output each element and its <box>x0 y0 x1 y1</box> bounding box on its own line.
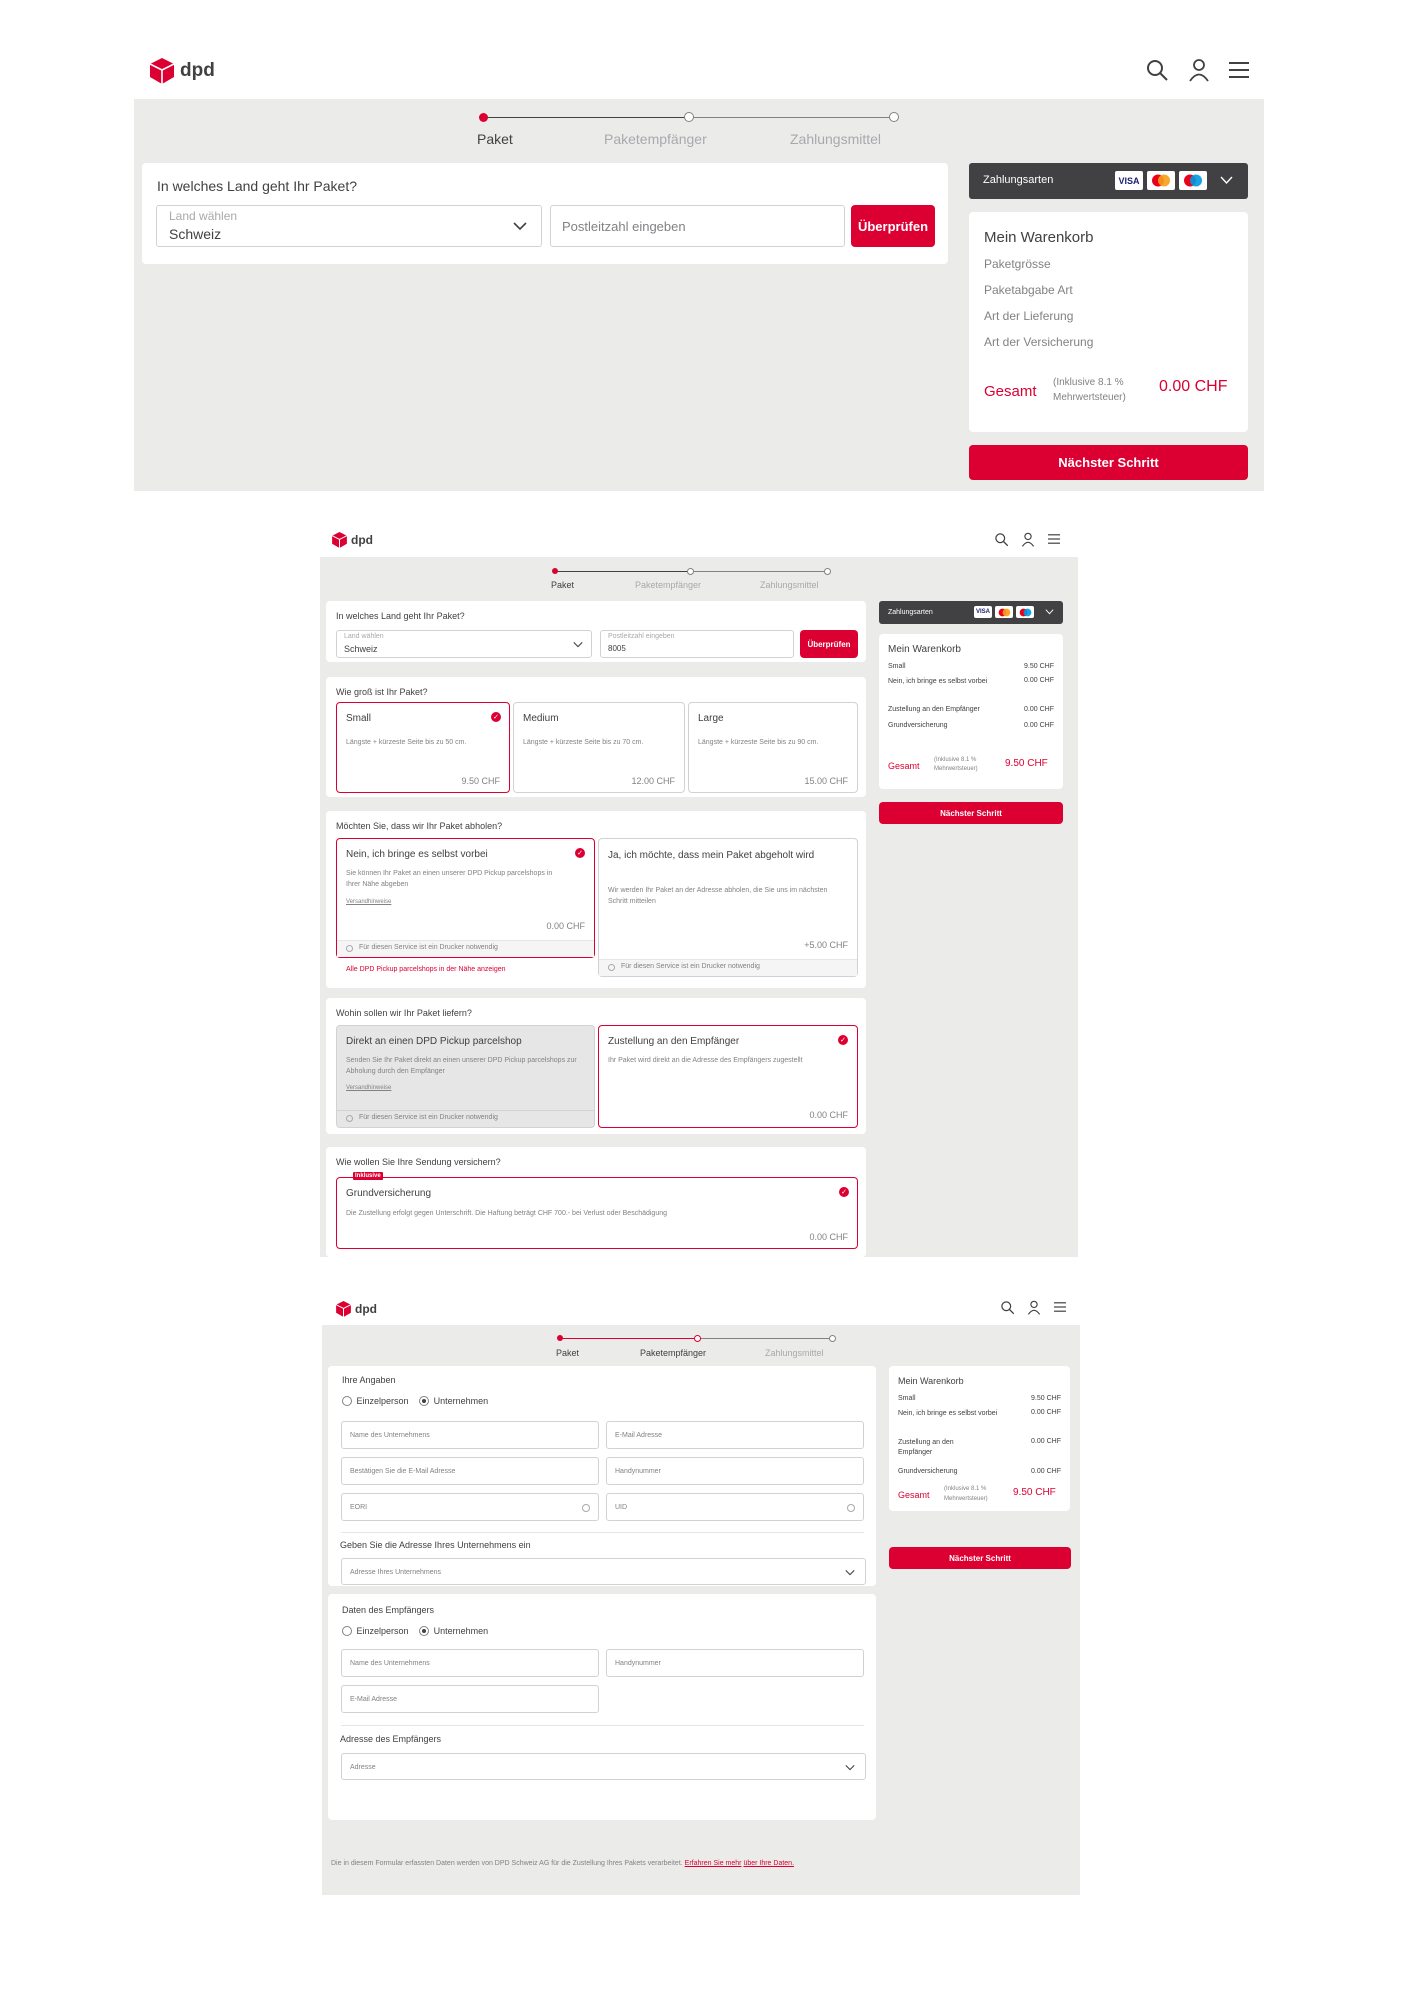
cart-row-value: 0.00 CHF <box>1031 1438 1061 1445</box>
delivery-opt-title: Zustellung an den Empfänger <box>608 1036 740 1047</box>
radio-company[interactable] <box>419 1626 429 1636</box>
mobile-input[interactable] <box>606 1457 864 1485</box>
pickup-opt-price: +5.00 CHF <box>804 940 848 950</box>
recipient-address-placeholder: Adresse <box>350 1764 376 1771</box>
recipient-address-select[interactable] <box>341 1753 866 1780</box>
cart-row-label: Nein, ich bringe es selbst vorbei <box>898 1410 998 1417</box>
cart-title: Mein Warenkorb <box>984 229 1094 246</box>
eori-placeholder: EORI <box>350 1504 368 1511</box>
total-note-2: Mehrwertsteuer) <box>1053 392 1126 403</box>
cart-line-insurance: Art der Versicherung <box>984 335 1094 349</box>
cart-card <box>879 634 1063 789</box>
company-name-input[interactable] <box>341 1421 599 1449</box>
country-card <box>326 601 866 662</box>
total-note-2: Mehrwertsteuer) <box>944 1496 988 1502</box>
info-icon <box>346 945 353 952</box>
step-dot-paket <box>557 1335 563 1341</box>
country-select-label: Land wählen <box>344 633 384 640</box>
cart-row-label: Small <box>898 1395 916 1402</box>
postal-label: Postleitzahl eingeben <box>608 633 675 640</box>
radio-company-label: Unternehmen <box>433 1395 489 1406</box>
size-name: Small <box>346 713 372 724</box>
screen-step-2 <box>0 1270 1414 1900</box>
cart-row-value: 9.50 CHF <box>1024 663 1054 670</box>
sender-type-radios <box>342 1395 488 1406</box>
cart-row-value: 0.00 CHF <box>1031 1468 1061 1475</box>
info-icon <box>608 964 615 971</box>
country-select-label: Land wählen <box>169 209 238 223</box>
cart-row-value: 0.00 CHF <box>1024 706 1054 713</box>
delivery-option-parcelshop[interactable] <box>336 1025 595 1128</box>
printer-note <box>337 1110 594 1127</box>
maestro-icon <box>1179 171 1207 190</box>
total-label: Gesamt <box>888 761 920 771</box>
uid-placeholder: UID <box>615 1504 628 1511</box>
privacy-note-text: Die in diesem Formular erfassten Daten werden von DPD Schweiz AG für die Zustellung Ihres Pakets verarbeitet. <box>331 1860 683 1867</box>
recipient-address-title: Adresse des Empfängers <box>340 1734 442 1744</box>
check-icon: ✓ <box>491 712 501 722</box>
recipient-email-placeholder: E-Mail Adresse <box>350 1696 398 1703</box>
chevron-down-icon <box>513 221 527 231</box>
confirm-email-placeholder: Bestätigen Sie die E-Mail Adresse <box>350 1468 456 1475</box>
stepper-line-done <box>560 1338 697 1339</box>
insurance-card <box>326 1147 866 1257</box>
step-dot-paket <box>552 568 558 574</box>
menu-icon[interactable] <box>1228 60 1250 80</box>
size-desc: Längste + kürzeste Seite bis zu 70 cm. <box>523 739 644 746</box>
company-address-select[interactable] <box>341 1558 866 1585</box>
postal-input[interactable] <box>550 205 845 247</box>
recipient-company-input[interactable] <box>341 1649 599 1677</box>
total-label: Gesamt <box>984 383 1037 400</box>
step-label-paket[interactable]: Paket <box>477 131 513 147</box>
pickup-opt-desc: Wir werden Ihr Paket an der Adresse abholen, die Sie uns im nächsten Schritt mitteilen <box>608 887 828 905</box>
recipient-type-radios <box>342 1625 488 1636</box>
payment-methods-label: Zahlungsarten <box>983 174 1054 186</box>
radio-private[interactable] <box>342 1396 352 1406</box>
check-icon: ✓ <box>575 848 585 858</box>
delivery-opt-desc: Senden Sie Ihr Paket direkt an einen unserer DPD Pickup parcelshops zur Abholung durch den Empfänger <box>346 1057 577 1075</box>
step-dot-payment <box>829 1335 836 1342</box>
delivery-opt-title: Direkt an einen DPD Pickup parcelshop <box>346 1036 522 1047</box>
delivery-title: Wohin sollen wir Ihr Paket liefern? <box>336 1008 472 1018</box>
recipient-company-placeholder: Name des Unternehmens <box>350 1660 430 1667</box>
dpd-cube-icon <box>150 58 174 84</box>
pickup-opt-title: Nein, ich bringe es selbst vorbei <box>346 849 488 860</box>
step-dot-payment <box>889 112 899 122</box>
mobile-placeholder: Handynummer <box>615 1468 661 1475</box>
chevron-down-icon <box>1045 609 1054 615</box>
cart-line-dropoff: Paketabgabe Art <box>984 283 1073 297</box>
insurance-price: 0.00 CHF <box>809 1232 848 1242</box>
insurance-title: Wie wollen Sie Ihre Sendung versichern? <box>336 1157 501 1167</box>
printer-note-text: Für diesen Service ist ein Drucker notwendig <box>621 963 760 970</box>
payment-methods-bar[interactable] <box>969 163 1248 199</box>
postal-value: 8005 <box>608 644 626 653</box>
uid-input[interactable] <box>606 1493 864 1521</box>
divider <box>341 1725 864 1726</box>
user-icon[interactable] <box>1188 58 1210 82</box>
total-value: 9.50 CHF <box>1005 758 1048 769</box>
delivery-option-recipient[interactable] <box>598 1025 858 1128</box>
cart-row <box>888 663 1054 670</box>
screen-step-1 <box>0 0 1414 500</box>
divider <box>341 1532 864 1533</box>
size-desc: Längste + kürzeste Seite bis zu 50 cm. <box>346 739 467 746</box>
pickup-opt-price: 0.00 CHF <box>546 921 585 931</box>
size-option-large[interactable] <box>688 702 858 793</box>
stepper-line-todo <box>689 117 894 118</box>
brand-name: dpd <box>355 1302 377 1316</box>
cart-card <box>969 212 1248 432</box>
next-step-button[interactable]: Nächster Schritt <box>879 802 1063 824</box>
maestro-icon <box>1016 606 1034 618</box>
pickup-opt-desc: Sie können Ihr Paket an einen unserer DPD Pickup parcelshops in Ihrer Nähe abgeben <box>346 870 553 888</box>
insurance-name: Grundversicherung <box>346 1188 432 1199</box>
dpd-logo[interactable] <box>150 58 215 84</box>
country-title: In welches Land geht Ihr Paket? <box>336 611 465 621</box>
check-icon: ✓ <box>839 1187 849 1197</box>
email-placeholder: E-Mail Adresse <box>615 1432 663 1439</box>
step-label-recipient: Paketempfänger <box>635 580 702 590</box>
radio-private-label: Einzelperson <box>356 1625 409 1636</box>
pickup-title: Möchten Sie, dass wir Ihr Paket abholen? <box>336 821 503 831</box>
chevron-down-icon <box>845 1764 855 1771</box>
mastercard-icon <box>1147 171 1175 190</box>
stepper-line-done <box>555 571 690 572</box>
cart-title: Mein Warenkorb <box>888 644 961 655</box>
step-label-paket[interactable]: Paket <box>551 580 575 590</box>
recipient-mobile-placeholder: Handynummer <box>615 1660 661 1667</box>
recipient-card <box>328 1594 876 1820</box>
search-icon[interactable] <box>1000 1300 1015 1315</box>
size-price: 9.50 CHF <box>461 776 500 786</box>
postal-input[interactable] <box>600 630 794 658</box>
size-price: 15.00 CHF <box>804 776 848 786</box>
step-label-payment: Zahlungsmittel <box>765 1348 824 1358</box>
country-select-value: Schweiz <box>169 226 222 242</box>
size-name: Medium <box>523 713 559 724</box>
step-label-paket[interactable]: Paket <box>556 1348 580 1358</box>
privacy-link[interactable]: Erfahren Sie mehr <box>684 1860 742 1867</box>
step-dot-payment <box>824 568 831 575</box>
cart-row-label: Grundversicherung <box>888 722 948 729</box>
chevron-down-icon <box>573 641 583 648</box>
check-icon: ✓ <box>838 1035 848 1045</box>
step-label-payment: Zahlungsmittel <box>760 580 819 590</box>
step-label-recipient: Paketempfänger <box>604 131 707 147</box>
step-dot-recipient <box>687 568 694 575</box>
dpd-cube-icon <box>332 532 347 548</box>
size-option-small[interactable] <box>336 702 510 793</box>
postal-placeholder: Postleitzahl eingeben <box>562 219 686 234</box>
cart-row <box>888 722 1054 729</box>
pickup-option-self[interactable] <box>336 838 595 958</box>
insurance-desc: Die Zustellung erfolgt gegen Unterschrift. Die Haftung beträgt CHF 700.- bei Verlust oder Beschädigung <box>346 1210 668 1217</box>
cart-row-label: Small <box>888 663 906 670</box>
confirm-email-input[interactable] <box>341 1457 599 1485</box>
dpd-cube-icon <box>336 1301 351 1317</box>
info-icon <box>346 1115 353 1122</box>
country-title: In welches Land geht Ihr Paket? <box>157 178 358 194</box>
sender-card <box>328 1366 876 1586</box>
privacy-note <box>331 1858 891 1870</box>
country-select-value: Schweiz <box>344 644 378 654</box>
search-icon[interactable] <box>1145 58 1169 82</box>
cart-row <box>898 1468 1061 1475</box>
check-postal-button[interactable]: Überprüfen <box>851 205 935 247</box>
eori-input[interactable] <box>341 1493 599 1521</box>
size-card <box>326 677 866 797</box>
cart-row-label: Nein, ich bringe es selbst vorbei <box>888 678 988 685</box>
dpd-logo[interactable] <box>332 532 373 548</box>
cart-card <box>889 1366 1070 1511</box>
size-title: Wie groß ist Ihr Paket? <box>336 687 428 697</box>
chevron-down-icon <box>845 1569 855 1576</box>
step-label-recipient[interactable]: Paketempfänger <box>640 1348 707 1358</box>
cart-row-label: Grundversicherung <box>898 1468 958 1475</box>
brand-name: dpd <box>351 533 373 547</box>
radio-company-label: Unternehmen <box>433 1625 489 1636</box>
size-price: 12.00 CHF <box>631 776 675 786</box>
cart-row-value: 0.00 CHF <box>1024 677 1054 684</box>
payment-methods-bar[interactable] <box>879 601 1063 624</box>
privacy-link-2[interactable]: über Ihre Daten. <box>743 1860 795 1867</box>
cart-line-size: Paketgrösse <box>984 257 1051 271</box>
total-note-2: Mehrwertsteuer) <box>934 766 978 772</box>
total-value: 0.00 CHF <box>1159 378 1228 395</box>
cart-title: Mein Warenkorb <box>898 1376 964 1386</box>
recipient-title: Daten des Empfängers <box>342 1605 435 1615</box>
stepper-line-todo <box>690 571 827 572</box>
included-badge: Inklusive <box>355 1173 381 1179</box>
delivery-opt-price: 0.00 CHF <box>809 1110 848 1120</box>
next-step-button[interactable]: Nächster Schritt <box>889 1547 1071 1569</box>
email-input[interactable] <box>606 1421 864 1449</box>
step-dot-recipient <box>684 112 694 122</box>
total-label: Gesamt <box>898 1490 930 1500</box>
shipping-notes-link[interactable]: Versandhinweise <box>346 899 392 905</box>
printer-note <box>337 940 594 957</box>
pickup-option-collect[interactable] <box>598 838 858 977</box>
check-postal-button[interactable]: Überprüfen <box>800 630 858 658</box>
step-dot-recipient <box>694 1335 701 1342</box>
visa-icon: VISA <box>1115 171 1143 190</box>
radio-private-label: Einzelperson <box>356 1395 409 1406</box>
total-note-1: (Inklusive 8.1 % <box>944 1486 987 1492</box>
screen-step-1-filled <box>0 500 1414 1260</box>
stepper-line-todo <box>697 1338 832 1339</box>
cart-row-label: Zustellung an den Empfänger <box>888 706 980 713</box>
size-option-medium[interactable] <box>513 702 685 793</box>
menu-icon[interactable] <box>1053 1301 1067 1313</box>
company-name-placeholder: Name des Unternehmens <box>350 1432 430 1439</box>
country-select[interactable] <box>156 205 542 247</box>
recipient-email-input[interactable] <box>341 1685 599 1713</box>
pickup-card <box>326 811 866 988</box>
payment-methods-label: Zahlungsarten <box>888 609 933 616</box>
step-dot-paket <box>479 113 488 122</box>
country-card <box>142 163 948 264</box>
info-icon[interactable] <box>582 1504 590 1512</box>
radio-company[interactable] <box>419 1396 429 1406</box>
cart-row <box>888 706 1054 713</box>
size-desc: Längste + kürzeste Seite bis zu 90 cm. <box>698 739 819 746</box>
delivery-card <box>326 998 866 1134</box>
total-note-1: (Inklusive 8.1 % <box>1053 377 1124 388</box>
total-value: 9.50 CHF <box>1013 1487 1056 1498</box>
cart-row-label: Zustellung an den Empfänger <box>898 1439 954 1456</box>
pickup-opt-title: Ja, ich möchte, dass mein Paket abgeholt wird <box>608 850 815 861</box>
printer-note-text: Für diesen Service ist ein Drucker notwendig <box>359 944 498 951</box>
step-label-payment: Zahlungsmittel <box>790 131 882 147</box>
radio-private[interactable] <box>342 1626 352 1636</box>
cart-row-value: 0.00 CHF <box>1031 1409 1061 1416</box>
delivery-opt-desc: Ihr Paket wird direkt an die Adresse des Empfängers zugestellt <box>608 1057 803 1064</box>
mastercard-icon <box>995 606 1013 618</box>
company-address-placeholder: Adresse Ihres Unternehmens <box>350 1569 442 1576</box>
visa-icon: VISA <box>974 606 992 618</box>
sender-title: Ihre Angaben <box>342 1375 396 1385</box>
printer-note-text: Für diesen Service ist ein Drucker notwendig <box>359 1114 498 1121</box>
show-parcelshops-link[interactable]: Alle DPD Pickup parcelshops in der Nähe anzeigen <box>346 966 506 973</box>
insurance-option-basic[interactable] <box>336 1173 858 1249</box>
size-name: Large <box>698 713 724 724</box>
menu-icon[interactable] <box>1047 533 1061 545</box>
recipient-mobile-input[interactable] <box>606 1649 864 1677</box>
info-icon[interactable] <box>847 1504 855 1512</box>
cart-row-value: 0.00 CHF <box>1024 722 1054 729</box>
company-address-title: Geben Sie die Adresse Ihres Unternehmens ein <box>340 1540 531 1550</box>
user-icon[interactable] <box>1021 532 1035 547</box>
user-icon[interactable] <box>1027 1300 1041 1315</box>
dpd-logo[interactable] <box>336 1301 377 1317</box>
printer-note <box>599 959 857 976</box>
cart-row <box>898 1395 1061 1402</box>
shipping-notes-link[interactable]: Versandhinweise <box>346 1085 392 1091</box>
next-step-button[interactable]: Nächster Schritt <box>969 445 1248 480</box>
total-note-1: (Inklusive 8.1 % <box>934 757 977 763</box>
cart-line-delivery: Art der Lieferung <box>984 309 1074 323</box>
country-select[interactable] <box>336 630 592 658</box>
chevron-down-icon <box>1220 176 1233 185</box>
stepper-line-done <box>484 117 689 118</box>
search-icon[interactable] <box>994 532 1009 547</box>
cart-row-value: 9.50 CHF <box>1031 1395 1061 1402</box>
brand-name: dpd <box>180 60 215 81</box>
